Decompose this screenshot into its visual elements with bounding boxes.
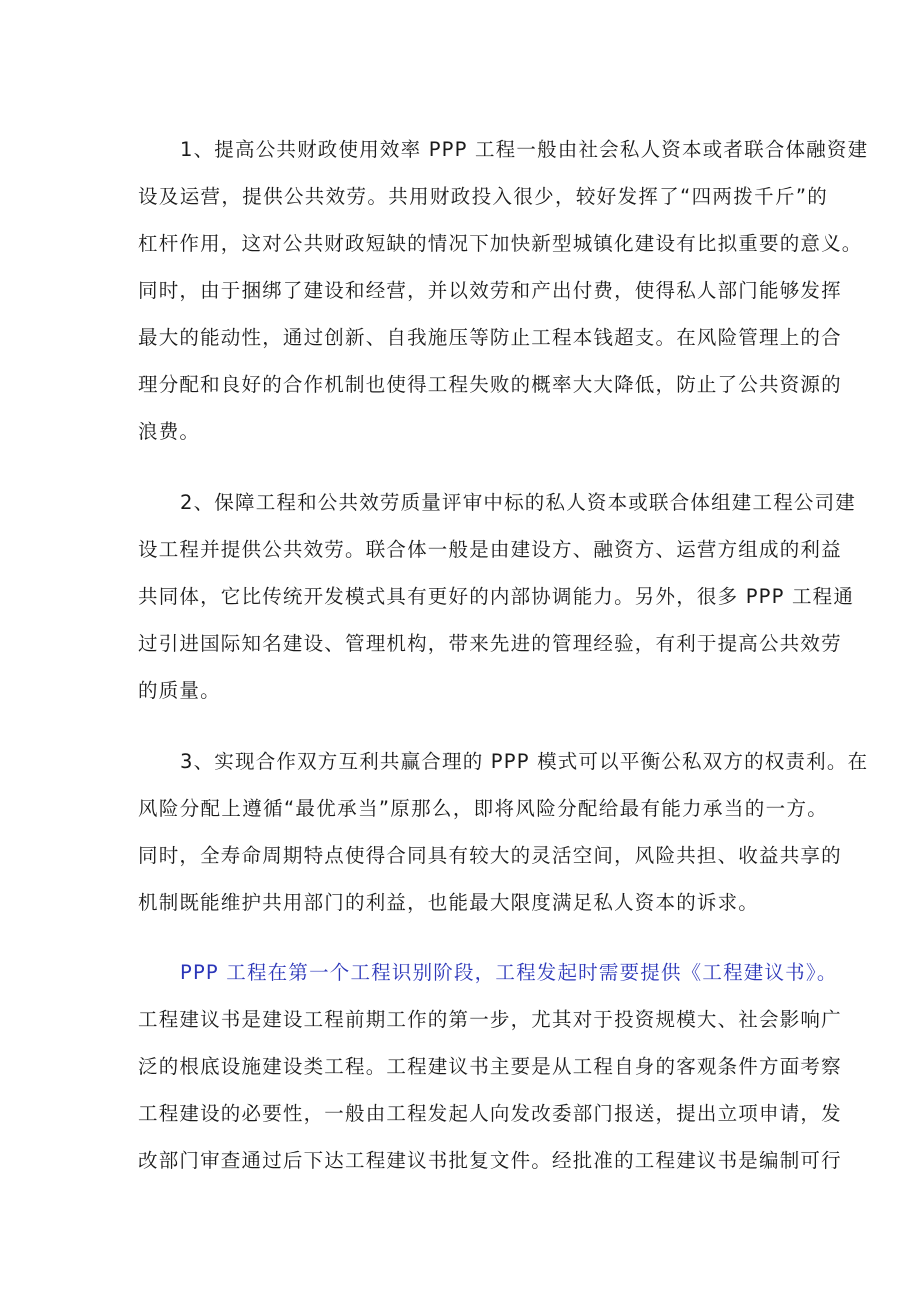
text-line: 最大的能动性，通过创新、自我施压等防止工程本钱超支。在风险管理上的合 [138,326,842,349]
paragraph-3 [138,738,869,926]
text-line: 的质量。 [138,679,221,702]
text-line: 共同体，它比传统开发模式具有更好的内部协调能力。另外，很多 PPP 工程通 [138,585,855,608]
text-line: 同时，全寿命周期特点使得合同具有较大的灵活空间，风险共担、收益共享的 [138,844,842,867]
text-line: 2、保障工程和公共效劳质量评审中标的私人资本或联合体组建工程公司建 [180,491,857,514]
text-line: 机制既能维护共用部门的利益，也能最大限度满足私人资本的诉求。 [138,891,760,914]
text-line: 3、实现合作双方互利共赢合理的 PPP 模式可以平衡公私双方的权责利。在 [180,750,869,773]
text-line: 工程建议书是建设工程前期工作的第一步，尤其对于投资规模大、社会影响广 [138,1008,842,1031]
paragraph-2 [138,479,857,714]
text-line: 工程建设的必要性，一般由工程发起人向发改委部门报送，提出立项申请，发 [138,1102,842,1125]
highlighted-text-line: PPP 工程在第一个工程识别阶段，工程发起时需要提供《工程建议书》。 [180,961,838,984]
text-line: 杠杆作用，这对公共财政短缺的情况下加快新型城镇化建设有比拟重要的意义。 [138,232,863,255]
paragraph-1 [138,126,869,455]
paragraph-4 [138,949,842,1184]
text-line: 过引进国际知名建设、管理机构，带来先进的管理经验，有利于提高公共效劳 [138,632,842,655]
text-line: 改部门审查通过后下达工程建议书批复文件。经批准的工程建议书是编制可行 [138,1149,842,1172]
text-line: 泛的根底设施建设类工程。工程建议书主要是从工程自身的客观条件方面考察 [138,1055,842,1078]
text-line: 风险分配上遵循“最优承当”原那么，即将风险分配给最有能力承当的一方。 [138,797,828,820]
text-line: 同时，由于捆绑了建设和经营，并以效劳和产出付费，使得私人部门能够发挥 [138,279,842,302]
text-line: 浪费。 [138,420,201,443]
text-line: 1、提高公共财政使用效率 PPP 工程一般由社会私人资本或者联合体融资建 [180,138,869,161]
text-line: 理分配和良好的合作机制也使得工程失败的概率大大降低，防止了公共资源的 [138,373,842,396]
text-line: 设及运营，提供公共效劳。共用财政投入很少，较好发挥了“四两拨千斤”的 [138,185,828,208]
text-line: 设工程并提供公共效劳。联合体一般是由建设方、融资方、运营方组成的利益 [138,538,842,561]
